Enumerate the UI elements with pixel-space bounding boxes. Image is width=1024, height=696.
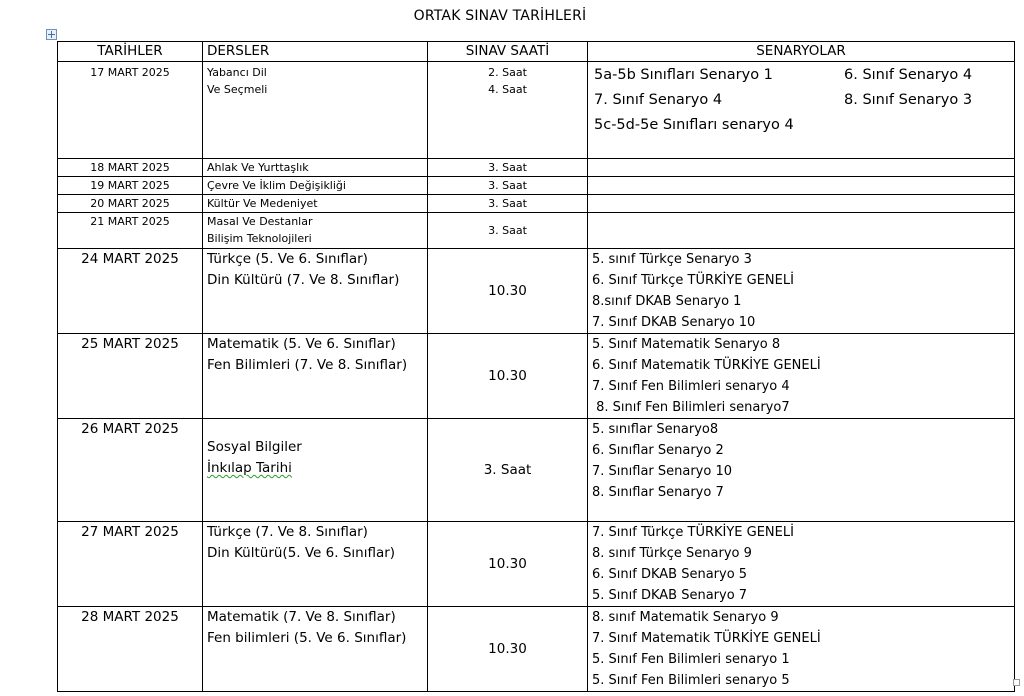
header-subjects: DERSLER <box>203 42 428 62</box>
scenario-text: 8. sınıf Matematik Senaryo 9 <box>592 610 779 625</box>
subject-text: Matematik (7. Ve 8. Sınıflar) <box>207 609 396 625</box>
date-text: 25 MART 2025 <box>81 336 179 352</box>
scenario-cell[interactable] <box>588 419 1015 522</box>
subject-cell[interactable] <box>203 607 428 692</box>
subject-cell[interactable] <box>203 249 428 334</box>
scenario-text: 7. Sınıflar Senaryo 10 <box>592 464 733 479</box>
date-cell[interactable] <box>58 334 203 419</box>
scenario-text: 6. Sınıflar Senaryo 2 <box>592 443 724 458</box>
subject-text: Çevre Ve İklim Değişikliği <box>207 179 346 192</box>
time-text: 2. Saat <box>488 66 527 79</box>
date-cell[interactable] <box>58 159 203 177</box>
subject-cell[interactable] <box>203 213 428 249</box>
time-text: 4. Saat <box>488 83 527 96</box>
scenario-cell[interactable] <box>588 607 1015 692</box>
scenario-text: 7. Sınıf Matematik TÜRKİYE GENELİ <box>592 631 821 646</box>
subject-text: Fen Bilimleri (7. Ve 8. Sınıflar) <box>207 357 408 373</box>
date-cell[interactable] <box>58 249 203 334</box>
scenario-text: 5c-5d-5e Sınıfları senaryo 4 <box>594 117 794 133</box>
table-row <box>58 62 1015 159</box>
subject-text: Bilişim Teknolojileri <box>207 232 312 245</box>
scenario-cell[interactable] <box>588 195 1015 213</box>
table-row <box>58 334 1015 419</box>
time-text: 10.30 <box>488 640 527 657</box>
table-row <box>58 607 1015 692</box>
scenario-text: 5. Sınıf Fen Bilimleri senaryo 1 <box>592 652 790 667</box>
scenario-text: 7. Sınıf DKAB Senaryo 10 <box>592 315 756 330</box>
scenario-cell[interactable] <box>588 249 1015 334</box>
scenario-text: 7. Sınıf Fen Bilimleri senaryo 4 <box>592 379 790 394</box>
date-cell[interactable] <box>58 419 203 522</box>
scenario-text: 8. Sınıflar Senaryo 7 <box>592 485 724 500</box>
header-row <box>58 42 1015 62</box>
subject-cell[interactable] <box>203 334 428 419</box>
table-resize-handle-icon[interactable] <box>1013 679 1020 686</box>
date-text: 20 MART 2025 <box>90 197 170 210</box>
scenario-text: 8. Sınıf Fen Bilimleri senaryo7 <box>592 400 790 415</box>
scenario-cell[interactable] <box>588 334 1015 419</box>
scenario-text: 8.sınıf DKAB Senaryo 1 <box>592 294 742 309</box>
time-text: 3. Saat <box>488 197 527 210</box>
scenario-text: 7. Sınıf Senaryo 4 <box>594 92 723 108</box>
scenario-cell[interactable] <box>588 62 1015 159</box>
subject-text: Yabancı Dil <box>207 66 267 79</box>
document-title: ORTAK SINAV TARİHLERİ <box>413 8 587 24</box>
table-row <box>58 249 1015 334</box>
date-cell[interactable] <box>58 62 203 159</box>
scenario-cell[interactable] <box>588 177 1015 195</box>
scenario-text: 5. Sınıf DKAB Senaryo 7 <box>592 588 748 603</box>
scenario-text: 6. Sınıf Senaryo 4 <box>844 67 973 83</box>
scenario-text: 8. Sınıf Senaryo 3 <box>844 92 973 108</box>
date-text: 28 MART 2025 <box>81 609 179 625</box>
date-text: 21 MART 2025 <box>90 215 170 228</box>
subject-text: Türkçe (7. Ve 8. Sınıflar) <box>207 524 368 540</box>
date-cell[interactable] <box>58 195 203 213</box>
scenario-text: 6. Sınıf Türkçe TÜRKİYE GENELİ <box>592 273 794 288</box>
table-row <box>58 522 1015 607</box>
table-row <box>58 195 1015 213</box>
time-cell[interactable] <box>428 522 588 607</box>
time-text: 3. Saat <box>488 179 527 192</box>
subject-cell[interactable] <box>203 522 428 607</box>
subject-text: Kültür Ve Medeniyet <box>207 197 318 210</box>
subject-text: Ve Seçmeli <box>207 83 268 96</box>
scenario-text: 5. Sınıf Matematik Senaryo 8 <box>592 337 781 352</box>
exam-schedule-table <box>57 41 1015 692</box>
date-cell[interactable] <box>58 213 203 249</box>
scenario-text: 8. sınıf Türkçe Senaryo 9 <box>592 546 752 561</box>
date-text: 18 MART 2025 <box>90 161 170 174</box>
time-text: 3. Saat <box>488 224 527 237</box>
date-text: 24 MART 2025 <box>81 251 179 267</box>
scenario-text: 6. Sınıf DKAB Senaryo 5 <box>592 567 748 582</box>
scenario-cell[interactable] <box>588 522 1015 607</box>
subject-cell[interactable] <box>203 195 428 213</box>
table-row <box>58 213 1015 249</box>
scenario-text: 5. Sınıf Fen Bilimleri senaryo 5 <box>592 673 790 688</box>
time-text: 3. Saat <box>483 461 532 478</box>
subject-text: İnkılap Tarihi <box>207 460 292 476</box>
time-text: 3. Saat <box>488 161 527 174</box>
scenario-text: 5. sınıf Türkçe Senaryo 3 <box>592 252 752 267</box>
header-scenarios: SENARYOLAR <box>588 42 1015 62</box>
subject-cell[interactable] <box>203 159 428 177</box>
subject-text: Din Kültürü(5. Ve 6. Sınıflar) <box>207 545 396 561</box>
subject-text: Türkçe (5. Ve 6. Sınıflar) <box>207 251 368 267</box>
scenario-text: 5a-5b Sınıfları Senaryo 1 <box>594 67 773 83</box>
time-cell[interactable] <box>428 159 588 177</box>
subject-text: Ahlak Ve Yurttaşlık <box>207 161 309 174</box>
scenario-cell[interactable] <box>588 213 1015 249</box>
subject-text: Masal Ve Destanlar <box>207 215 313 228</box>
subject-text: Sosyal Bilgiler <box>207 439 302 455</box>
header-time: SINAV SAATİ <box>428 42 588 62</box>
time-cell[interactable] <box>428 419 588 522</box>
table-row <box>58 177 1015 195</box>
date-text: 17 MART 2025 <box>90 66 170 79</box>
time-cell[interactable] <box>428 195 588 213</box>
date-text: 26 MART 2025 <box>81 421 179 437</box>
subject-cell[interactable] <box>203 62 428 159</box>
subject-text: Matematik (5. Ve 6. Sınıflar) <box>207 336 396 352</box>
scenario-text: 7. Sınıf Türkçe TÜRKİYE GENELİ <box>592 525 794 540</box>
scenario-text: 6. Sınıf Matematik TÜRKİYE GENELİ <box>592 358 821 373</box>
time-cell[interactable] <box>428 62 588 159</box>
subject-cell[interactable] <box>203 419 428 522</box>
subject-text: Din Kültürü (7. Ve 8. Sınıflar) <box>207 272 400 288</box>
header-dates: TARİHLER <box>58 42 203 62</box>
scenario-cell[interactable] <box>588 159 1015 177</box>
time-text: 10.30 <box>488 282 527 299</box>
time-cell[interactable] <box>428 213 588 249</box>
date-text: 19 MART 2025 <box>90 179 170 192</box>
subject-text: Fen bilimleri (5. Ve 6. Sınıflar) <box>207 630 407 646</box>
date-text: 27 MART 2025 <box>81 524 179 540</box>
table-row <box>58 419 1015 522</box>
time-cell[interactable] <box>428 334 588 419</box>
time-text: 10.30 <box>488 555 527 572</box>
time-text: 10.30 <box>488 367 527 384</box>
date-cell[interactable] <box>58 177 203 195</box>
subject-cell[interactable] <box>203 177 428 195</box>
table-move-handle-icon[interactable] <box>46 29 57 40</box>
date-cell[interactable] <box>58 522 203 607</box>
time-cell[interactable] <box>428 607 588 692</box>
scenario-text: 5. sınıflar Senaryo8 <box>592 422 719 437</box>
time-cell[interactable] <box>428 249 588 334</box>
date-cell[interactable] <box>58 607 203 692</box>
table-row <box>58 159 1015 177</box>
time-cell[interactable] <box>428 177 588 195</box>
